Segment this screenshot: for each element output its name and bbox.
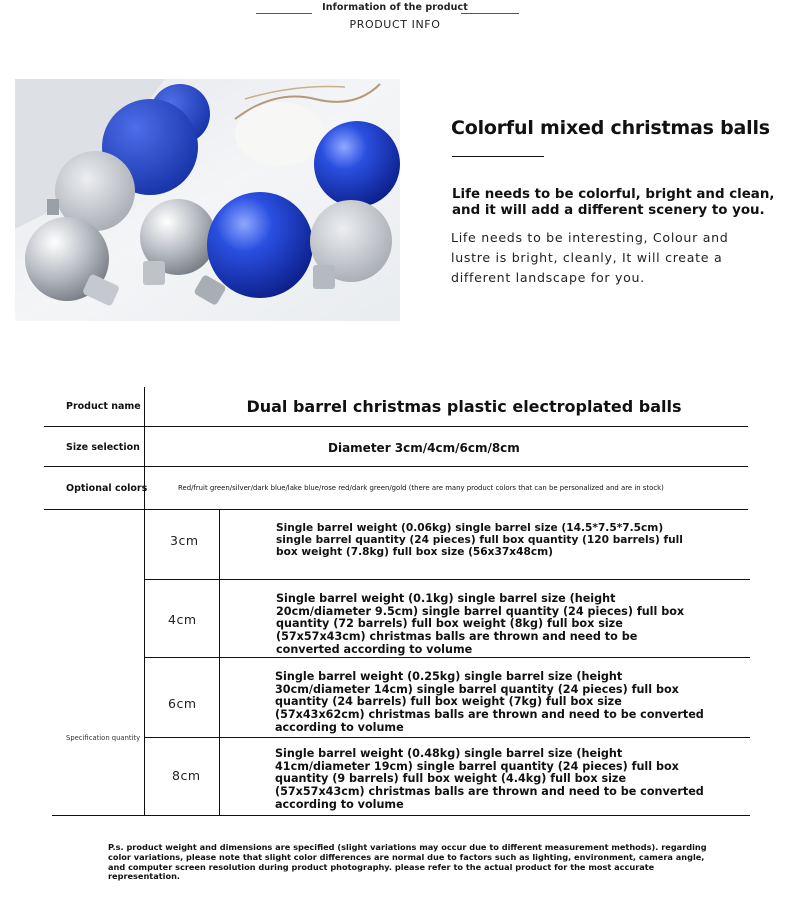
spec-size-6cm: 6cm: [168, 696, 197, 711]
heading-underline: [452, 156, 544, 157]
table-row-divider: [44, 509, 748, 510]
spec-size-divider: [219, 509, 220, 815]
description: Life needs to be interesting, Colour and lustre is bright, cleanly, It will create a different landscape for you.: [451, 230, 729, 285]
row-label-size-selection: Size selection: [66, 442, 140, 453]
section-label: Information of the product: [322, 2, 468, 13]
spec-text-8cm: Single barrel weight (0.48kg) single barrel size (height 41cm/diameter 19cm) single barrel quantity (24 pieces) full box quantity (9 barrels) full box weight (4.4kg) full box size (57x57x43cm) christmas balls are thrown and need to be converted according to volume: [275, 747, 704, 811]
spec-text-3cm: Single barrel weight (0.06kg) single barrel size (14.5*7.5*7.5cm) single barrel quantity (24 pieces) full box quantity (120 barrels) full box weight (7.8kg) full box size (56x37x48cm): [276, 522, 683, 558]
spec-size-8cm: 8cm: [172, 768, 201, 783]
table-row-divider: [44, 426, 748, 427]
tagline: Life needs to be colorful, bright and clean, and it will add a different scenery to you.: [452, 187, 775, 218]
spec-row-divider: [144, 579, 750, 580]
spec-row-divider: [144, 657, 750, 658]
row-label-spec-quantity: Specification quantity: [66, 734, 141, 742]
row-label-optional-colors: Optional colors: [66, 483, 148, 494]
product-heading: Colorful mixed christmas balls: [451, 117, 770, 139]
table-bottom-rule: [52, 815, 750, 816]
spec-text-6cm: Single barrel weight (0.25kg) single barrel size (height 30cm/diameter 14cm) single barrel quantity (24 pieces) full box quantity (24 barrels) full box weight (7kg) full box size (57x43x62cm) christmas balls are thrown and need to be converted according to volume: [275, 670, 704, 734]
header-right-rule: [461, 13, 519, 14]
footnote: P.s. product weight and dimensions are specified (slight variations may occur due to different measurement methods). regarding color variations, please note that slight color differences are normal due to factors such as lighting, environment, camera angle, and computer screen resolution during product photography. please refer to the actual product for the most accurate representation.: [108, 842, 707, 882]
spec-size-3cm: 3cm: [170, 533, 199, 548]
row-label-product-name: Product name: [66, 401, 141, 412]
header-left-rule: [256, 13, 312, 14]
optional-colors-value: Red/fruit green/silver/dark blue/lake blue/rose red/dark green/gold (there are many product colors that can be personalized and are in stock): [178, 484, 664, 492]
section-title: PRODUCT INFO: [349, 18, 441, 31]
spec-text-4cm: Single barrel weight (0.1kg) single barrel size (height 20cm/diameter 9.5cm) single barrel quantity (24 pieces) full box quantity (72 barrels) full box weight (8kg) full box size (57x57x43cm) christmas balls are thrown and need to be converted according to volume: [276, 592, 685, 656]
product-name-value: Dual barrel christmas plastic electroplated balls: [246, 397, 682, 416]
christmas-balls-image: [15, 79, 400, 321]
product-photo: [15, 79, 400, 321]
table-label-divider: [144, 387, 145, 815]
table-row-divider: [44, 466, 748, 467]
size-selection-value: Diameter 3cm/4cm/6cm/8cm: [328, 441, 520, 455]
spec-row-divider: [144, 737, 750, 738]
spec-size-4cm: 4cm: [168, 612, 197, 627]
